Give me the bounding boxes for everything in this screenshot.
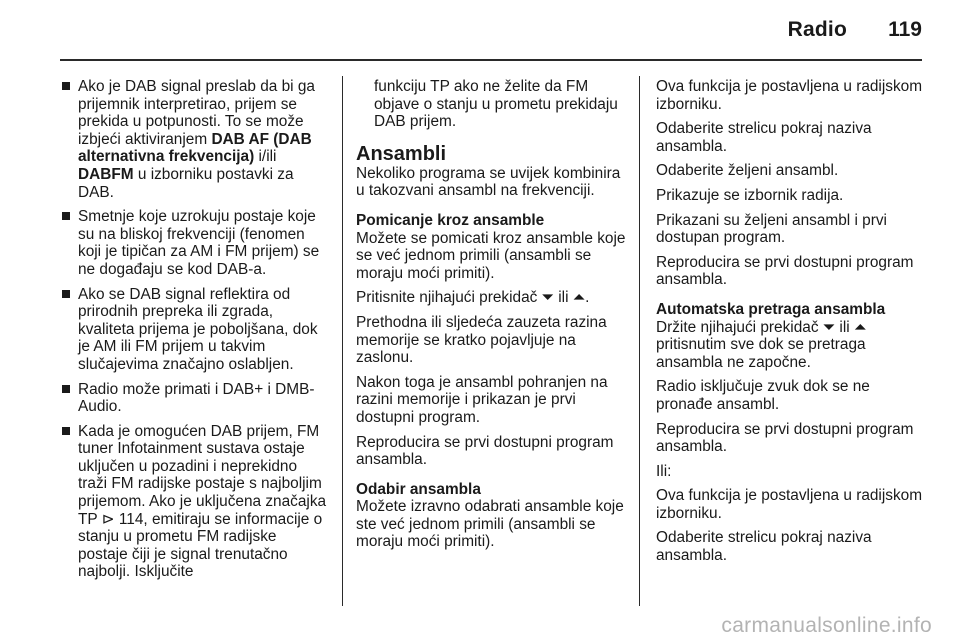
bullet-square-icon bbox=[62, 290, 70, 298]
paragraph: Držite njihajući prekidač ⏷ ili ⏶ pritisnutim sve dok se pretraga ansambla ne započne. bbox=[656, 318, 867, 371]
running-header-title: Radio bbox=[787, 18, 847, 41]
paragraph: Nekoliko programa se uvijek kombinira u takozvani ansambl na frekvenciji. bbox=[356, 164, 621, 200]
subheading-pomicanje: Pomicanje kroz ansamble bbox=[356, 211, 545, 229]
paragraph: Ova funkcija je postavljena u radijskom izborniku. bbox=[656, 78, 923, 113]
bullet-item: Kada je omogućen DAB prijem, FM tuner Infotainment sustava ostaje uključen u pozadini i neprekidno traži FM radijske postaje s najboljim prijemom. Ako je uključena značajka TP ⊳ 114, emitiraju se informacije o stanju u prometu FM radijske postaje čiji je signal trenutačno najbolji. Isključite bbox=[60, 423, 330, 581]
rocker-down-icon: ⏷ bbox=[822, 318, 836, 336]
paragraph: Odaberite željeni ansambl. bbox=[656, 162, 839, 180]
paragraph: Pritisnite njihajući prekidač ⏷ ili ⏶. bbox=[356, 289, 590, 307]
paragraph: Možete izravno odabrati ansamble koje ste već jednom primili (ansambli se moraju moći primiti). bbox=[356, 498, 624, 551]
paragraph: Ova funkcija je postavljena u radijskom izborniku. bbox=[656, 487, 923, 522]
paragraph: Odaberite strelicu pokraj naziva ansambla. bbox=[656, 529, 872, 565]
paragraph: Možete se pomicati kroz ansamble koje se već jednom primili (ansambli se moraju moći primiti). bbox=[356, 229, 626, 282]
page-reference-arrow-icon: ⊳ bbox=[101, 510, 115, 528]
column-1 bbox=[60, 78, 330, 588]
rocker-down-icon: ⏷ bbox=[541, 289, 554, 307]
setting-dab-af: DAB AF (DAB alternativna frekvencija) bbox=[78, 130, 312, 166]
paragraph: Odaberite strelicu pokraj naziva ansambla. bbox=[656, 120, 872, 155]
bullet-square-icon bbox=[62, 427, 70, 435]
paragraph: Reproducira se prvi dostupni program ansambla. bbox=[656, 253, 914, 289]
section-heading-ansambli: Ansambli bbox=[356, 142, 447, 165]
column-divider-1 bbox=[342, 76, 343, 606]
paragraph: Prethodna ili sljedeća zauzeta razina memorije se kratko pojavljuje na zaslonu. bbox=[356, 313, 607, 367]
paragraph: Nakon toga je ansambl pohranjen na razini memorije i prikazan je prvi dostupni program. bbox=[356, 373, 608, 426]
column-2 bbox=[356, 78, 628, 558]
header-rule bbox=[60, 59, 922, 61]
bullet-item: Ako je DAB signal preslab da bi ga prijemnik interpretirao, prijem se prekida u potpunosti. To se može izbjeći aktiviranjem DAB AF (DAB alternativna frekvencija) i/ili DABFM u izborniku postavki za DAB. bbox=[60, 78, 330, 201]
bullet-square-icon bbox=[62, 212, 70, 220]
rocker-up-icon: ⏶ bbox=[853, 318, 867, 336]
bullet-item: Radio može primati i DAB+ i DMB-Audio. bbox=[60, 381, 330, 416]
paragraph: Prikazuje se izbornik radija. bbox=[656, 186, 844, 204]
bullet-item: Smetnje koje uzrokuju postaje koje su na bliskoj frekvenciji (fenomen koji je tipičan za AM i FM prijem) se ne događaju se kod DAB-a. bbox=[60, 208, 330, 278]
watermark: carmanualsonline.info bbox=[721, 614, 932, 637]
bullet-item: Ako se DAB signal reflektira od prirodnih prepreka ili zgrada, kvaliteta prijema je poboljšana, dok je AM ili FM prijem u takvim slučajevima značajno oslabljen. bbox=[60, 286, 330, 374]
subheading-automatska-pretraga: Automatska pretraga ansambla bbox=[656, 300, 886, 318]
column-3 bbox=[656, 78, 924, 572]
continued-paragraph: funkciju TP ako ne želite da FM objave o stanju u prometu prekidaju DAB prijem. bbox=[374, 78, 618, 131]
column-divider-2 bbox=[639, 76, 640, 606]
bullet-square-icon bbox=[62, 82, 70, 90]
paragraph: Reproducira se prvi dostupni program ansambla. bbox=[356, 433, 614, 469]
setting-dabfm: DABFM bbox=[78, 165, 134, 183]
subheading-odabir: Odabir ansambla bbox=[356, 480, 481, 498]
page-number: 119 bbox=[888, 18, 922, 41]
rocker-up-icon: ⏶ bbox=[572, 289, 586, 307]
paragraph: Reproducira se prvi dostupni program ansambla. bbox=[656, 420, 914, 456]
page-reference[interactable]: 114 bbox=[118, 510, 144, 528]
paragraph: Ili: bbox=[656, 462, 672, 480]
paragraph: Radio isključuje zvuk dok se ne pronađe ansambl. bbox=[656, 378, 870, 413]
bullet-square-icon bbox=[62, 385, 70, 393]
paragraph: Prikazani su željeni ansambl i prvi dostupan program. bbox=[656, 211, 887, 247]
